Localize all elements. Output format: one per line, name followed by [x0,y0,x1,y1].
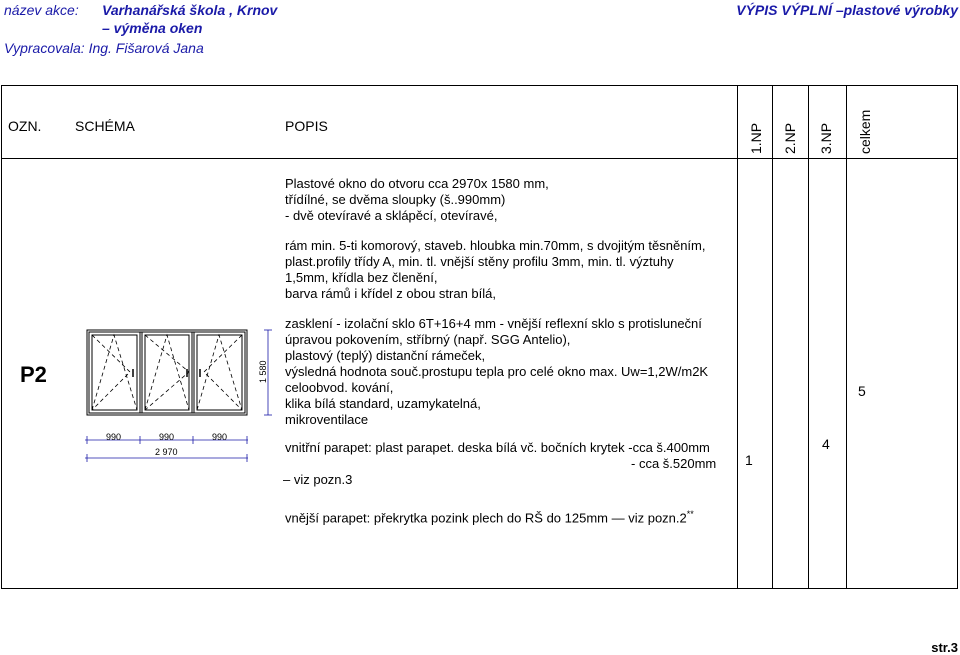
desc-block-3: zasklení - izolační sklo 6T+16+4 mm - vnější reflexní sklo s protisluneční úpravou pokovením, stříbrný (např. SGG Antelio), plastový (teplý) distanční rámeček, výsledná hodnota souč.prostupu tepla pro celé okno max. Uw=1,2W/m2K celoobvod. kování, klika bílá standard, uzamykatelná, mikroventilace [285,316,709,427]
parapet-inner-2: - cca š.520mm [631,456,717,471]
dim-width-2: 990 [159,432,175,442]
page-number: str.3 [931,640,958,655]
parapet-inner: vnitřní parapet: plast parapet. deska bílá vč. bočních krytek -cca š.400mm [285,440,710,455]
dim-width-3: 990 [212,432,228,442]
col-line-1np [737,85,738,589]
qty-2np: 4 [822,436,830,452]
parapet-outer: vnější parapet: překrytka pozink plech do RŠ do 125mm — viz pozn.2** [285,509,694,526]
vypracovala: Vypracovala: Ing. Fišarová Jana [4,40,204,56]
qty-celkem: 5 [858,383,866,399]
col-popis: POPIS [285,118,328,134]
col-line-celkem [846,85,847,589]
akce-label: název akce: [4,2,79,18]
col-3np: 3.NP [818,122,834,154]
akce-sub: – výměna oken [102,20,203,36]
col-2np: 2.NP [782,122,798,154]
dim-height: 1 580 [258,360,268,383]
qty-1np: 1 [745,452,753,468]
col-ozn: OZN. [8,118,42,134]
row-ozn: P2 [20,362,47,387]
desc-block-1: Plastové okno do otvoru cca 2970x 1580 mm, třídílné, se dvěma sloupky (š..990mm) - dvě otevíravé a sklápěcí, otevíravé, [285,176,549,223]
col-celkem: celkem [857,109,873,154]
col-line-2np [772,85,773,589]
dim-total: 2 970 [155,447,178,457]
window-schema [80,325,280,465]
header-separator [1,158,958,159]
dim-width-1: 990 [106,432,122,442]
col-1np: 1.NP [748,122,764,154]
desc-block-2: rám min. 5-ti komorový, staveb. hloubka min.70mm, s dvojitým těsněním, plast.profily třídy A, min. tl. vnější stěny profilu 3mm, min. tl. výztuhy 1,5mm, křídla bez členění, barva rámů i křídel z obou stran bílá, [285,238,706,301]
akce-value: Varhanářská škola , Krnov [102,2,278,18]
col-schema: SCHÉMA [75,118,135,134]
doc-title: VÝPIS VÝPLNÍ –plastové výrobky [736,2,958,18]
col-line-3np [808,85,809,589]
parapet-inner-3: – viz pozn.3 [283,472,353,487]
